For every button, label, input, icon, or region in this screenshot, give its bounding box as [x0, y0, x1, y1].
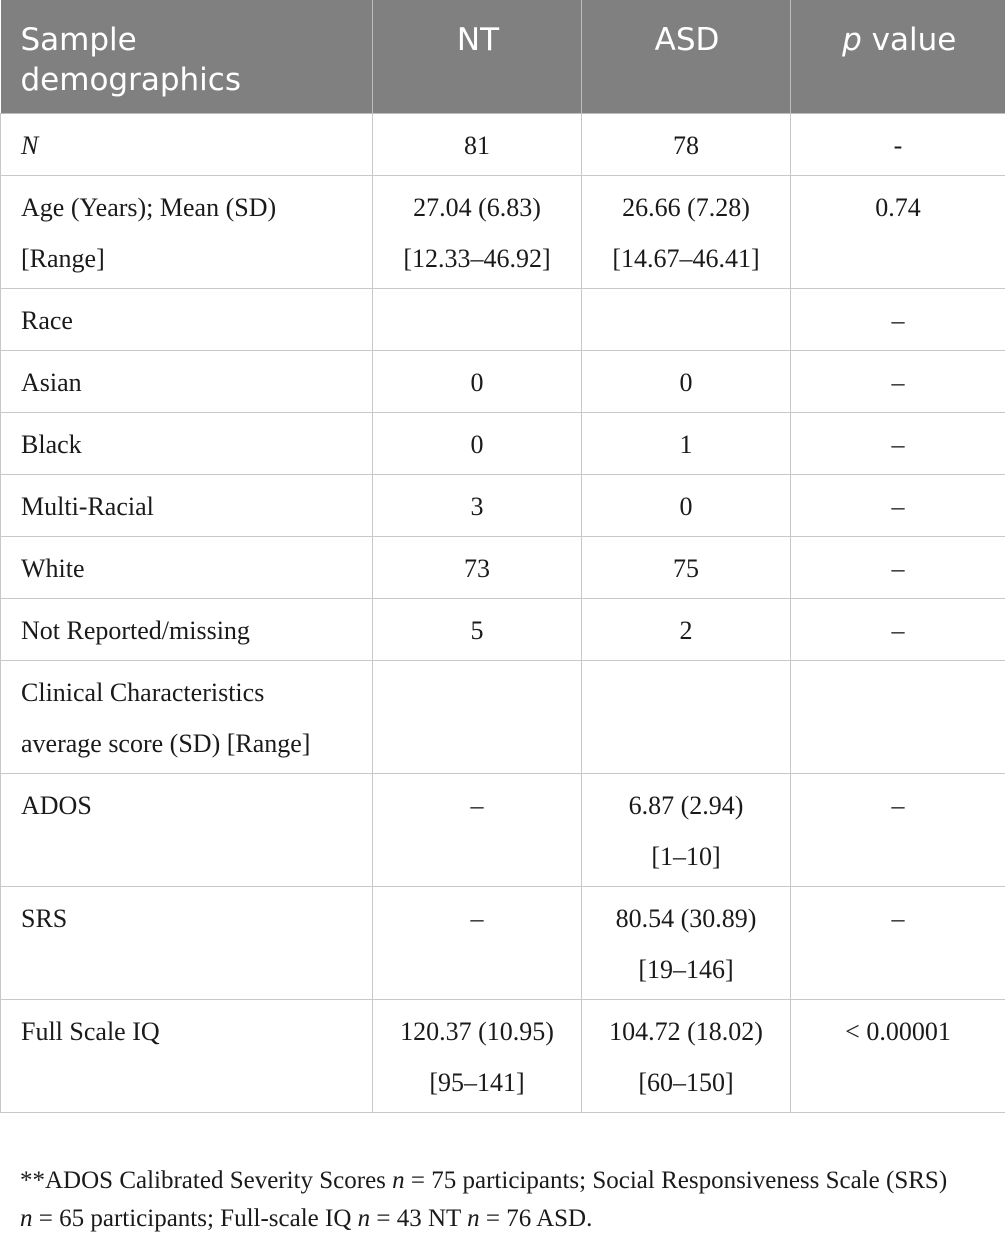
header-nt: NT — [373, 0, 582, 114]
header-asd: ASD — [582, 0, 791, 114]
row-label: Black — [1, 413, 373, 475]
cell-p: – — [791, 537, 1005, 599]
cell-nt: 5 — [373, 599, 582, 661]
footnote-text: = 43 NT — [370, 1205, 468, 1232]
cell-asd — [582, 289, 791, 351]
footnote-line1 — [20, 1162, 990, 1200]
header-sample-demographics: Sample demographics — [1, 0, 373, 114]
cell-p: – — [791, 599, 1005, 661]
cell-asd: 75 — [582, 537, 791, 599]
table-row — [1, 413, 1005, 475]
row-label: Not Reported/missing — [1, 599, 373, 661]
header-p-italic: p — [842, 22, 862, 58]
cell-asd: 2 — [582, 599, 791, 661]
row-label: SRS — [1, 887, 373, 1000]
row-label: Full Scale IQ — [1, 1000, 373, 1113]
cell-asd — [582, 1000, 791, 1113]
row-label: Multi-Racial — [1, 475, 373, 537]
cell-asd-line1: 6.87 (2.94) — [628, 791, 744, 820]
table-row — [1, 475, 1005, 537]
footnote-line2 — [20, 1200, 990, 1238]
cell-nt-line1: 27.04 (6.83) — [413, 193, 541, 222]
cell-nt: 0 — [373, 413, 582, 475]
cell-nt — [373, 289, 582, 351]
cell-p — [791, 661, 1005, 774]
cell-nt — [373, 176, 582, 289]
row-label: White — [1, 537, 373, 599]
cell-asd: 1 — [582, 413, 791, 475]
footnote-n-italic: n — [392, 1167, 405, 1194]
cell-asd: 0 — [582, 351, 791, 413]
table-row — [1, 351, 1005, 413]
footnote-n-italic: n — [467, 1205, 480, 1232]
cell-asd-line2: [14.67–46.41] — [612, 244, 760, 273]
table-row — [1, 599, 1005, 661]
row-label — [1, 176, 373, 289]
row-label — [1, 661, 373, 774]
cell-asd: 78 — [582, 114, 791, 176]
table-row — [1, 114, 1005, 176]
cell-asd — [582, 661, 791, 774]
footnote-n-italic: n — [20, 1205, 33, 1232]
row-label-line2: average score (SD) [Range] — [21, 729, 311, 758]
footnote-text: = 75 participants; Social Responsiveness Scale (SRS) — [404, 1167, 948, 1194]
cell-nt: 3 — [373, 475, 582, 537]
cell-asd — [582, 887, 791, 1000]
header-value-text: value — [861, 22, 957, 58]
cell-nt — [373, 661, 582, 774]
footnote-text: **ADOS Calibrated Severity Scores — [20, 1167, 393, 1194]
cell-asd-line2: [60–150] — [638, 1068, 734, 1097]
cell-asd-line2: [1–10] — [651, 842, 721, 871]
cell-p: 0.74 — [791, 176, 1005, 289]
cell-nt: 0 — [373, 351, 582, 413]
row-label: N — [1, 114, 373, 176]
row-label-line2: [Range] — [21, 244, 105, 273]
footnote-text: = 65 participants; Full-scale IQ — [32, 1205, 358, 1232]
table-row — [1, 661, 1005, 774]
cell-nt: 73 — [373, 537, 582, 599]
table-row — [1, 774, 1005, 887]
row-label: Asian — [1, 351, 373, 413]
cell-asd-line2: [19–146] — [638, 955, 734, 984]
header-p-value — [791, 0, 1005, 114]
cell-p: – — [791, 887, 1005, 1000]
row-label: ADOS — [1, 774, 373, 887]
header-row — [1, 0, 1005, 114]
cell-nt-line1: 120.37 (10.95) — [400, 1017, 554, 1046]
row-label-line1: Age (Years); Mean (SD) — [21, 193, 277, 222]
cell-p: – — [791, 413, 1005, 475]
table-row — [1, 887, 1005, 1000]
cell-asd-line1: 80.54 (30.89) — [615, 904, 757, 933]
cell-p: - — [791, 114, 1005, 176]
cell-nt-line2: [95–141] — [429, 1068, 525, 1097]
table-row — [1, 1000, 1005, 1113]
table-row — [1, 289, 1005, 351]
footnote-n-italic: n — [357, 1205, 371, 1232]
cell-nt: 81 — [373, 114, 582, 176]
cell-p: – — [791, 475, 1005, 537]
cell-asd — [582, 774, 791, 887]
cell-asd-line1: 104.72 (18.02) — [609, 1017, 763, 1046]
cell-nt: – — [373, 774, 582, 887]
cell-nt-line2: [12.33–46.92] — [403, 244, 551, 273]
footnote-text: = 76 ASD. — [479, 1205, 593, 1232]
cell-asd — [582, 176, 791, 289]
cell-p: – — [791, 289, 1005, 351]
cell-p: < 0.00001 — [791, 1000, 1005, 1113]
table-row — [1, 537, 1005, 599]
row-label-line1: Clinical Characteristics — [21, 678, 265, 707]
cell-nt — [373, 1000, 582, 1113]
table-row — [1, 176, 1005, 289]
row-label: Race — [1, 289, 373, 351]
table-footnote — [20, 1162, 990, 1238]
cell-p: – — [791, 351, 1005, 413]
cell-asd-line1: 26.66 (7.28) — [622, 193, 750, 222]
cell-nt: – — [373, 887, 582, 1000]
cell-p: – — [791, 774, 1005, 887]
cell-asd: 0 — [582, 475, 791, 537]
